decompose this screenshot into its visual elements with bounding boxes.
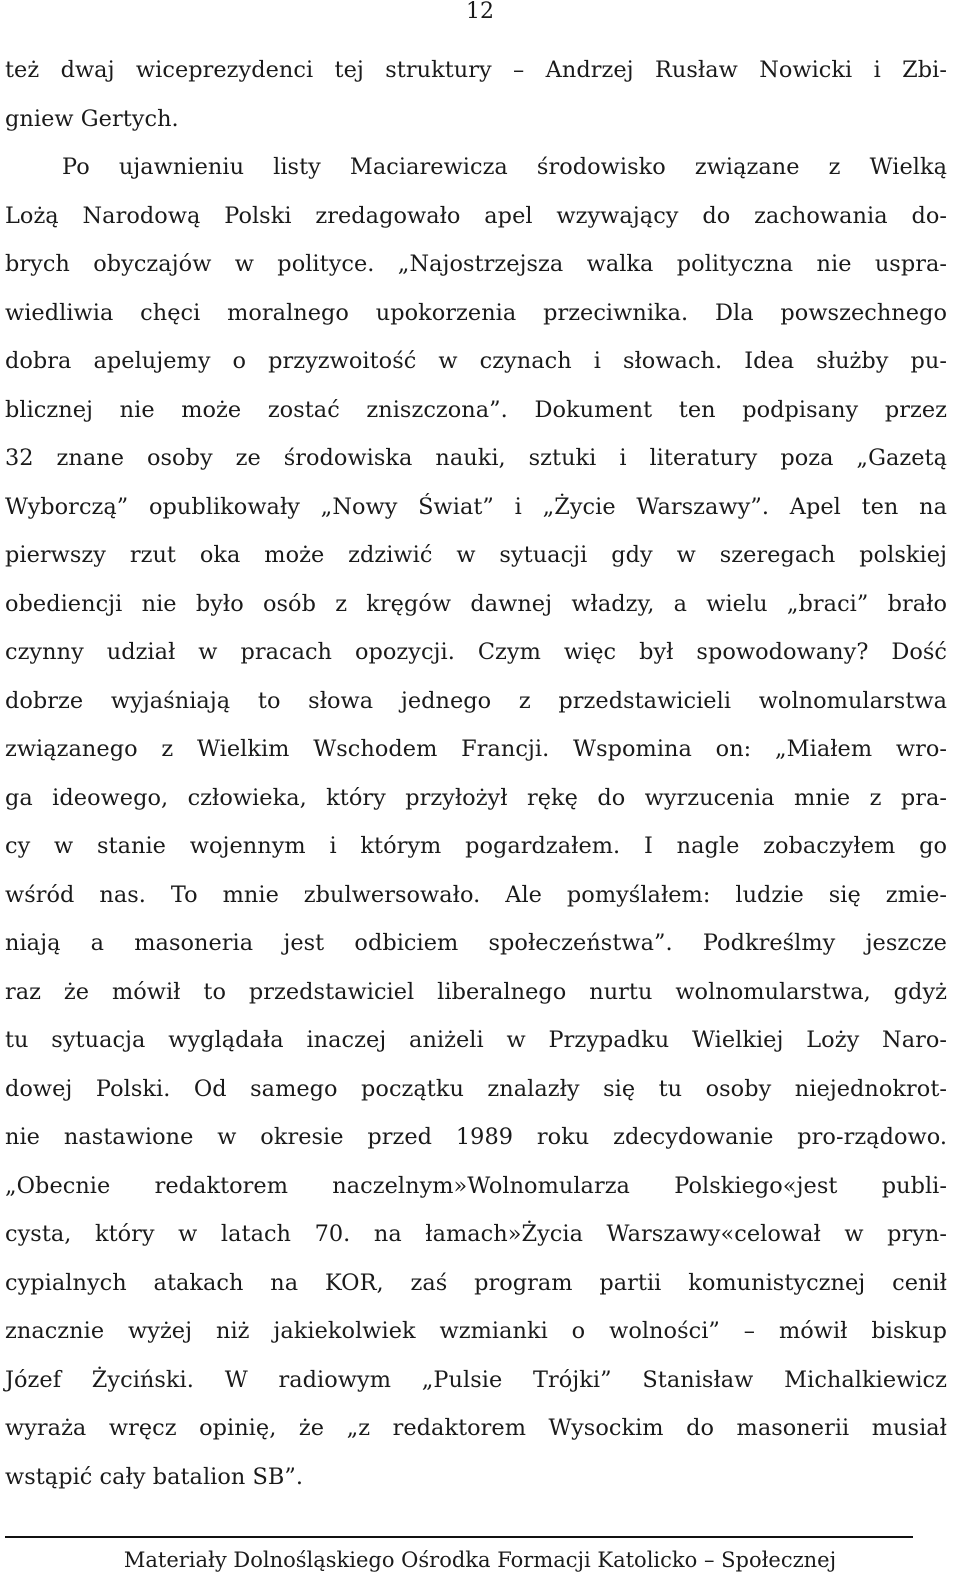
text-line: dobra apelujemy o przyzwoitość w czynach i słowach. Idea służby pu- [5,348,947,374]
text-line: obediencji nie było osób z kręgów dawnej władzy, a wielu „braci” brało [5,590,947,617]
text-line: brych obyczajów w polityce. „Najostrzejsza walka polityczna nie uspra- [5,251,947,277]
footer-text: Materiały Dolnośląskiego Ośrodka Formacji Katolicko – Społecznej [123,1548,837,1572]
text-line: wiedliwia chęci moralnego upokorzenia przeciwnika. Dla powszechnego [5,299,947,326]
text-line: Józef Życiński. W radiowym „Pulsie Trójki” Stanisław Michalkiewicz [5,1366,947,1393]
text-line: cysta, który w latach 70. na łamach»Życia Warszawy«celował w pryn- [5,1221,947,1247]
text-line: 32 znane osoby ze środowiska nauki, sztuki i literatury poza „Gazetą [5,445,947,471]
text-line: wśród nas. To mnie zbulwersowało. Ale pomyślałem: ludzie się zmie- [5,881,947,908]
text-line: „Obecnie redaktorem naczelnym»Wolnomularza Polskiego«jest publi- [5,1172,947,1199]
text-line: Wyborczą” opublikowały „Nowy Świat” i „Życie Warszawy”. Apel ten na [5,493,947,520]
text-line: gniew Gertych. [5,105,179,132]
text-line: cypialnych atakach na KOR, zaś program partii komunistycznej cenił [5,1269,947,1296]
text-line: dowej Polski. Od samego początku znalazły się tu osoby niejednokrot- [5,1075,947,1102]
text-line: Po ujawnieniu listy Maciarewicza środowisko związane z Wielką [62,154,947,180]
page-number: 12 [466,0,494,24]
text-line: tu sytuacja wyglądała inaczej aniżeli w Przypadku Wielkiej Loży Naro- [5,1027,947,1053]
text-line: wstąpić cały batalion SB”. [5,1463,304,1490]
text-line: blicznej nie może zostać zniszczona”. Dokument ten podpisany przez [5,396,947,423]
text-line: ga ideowego, człowieka, który przyłożył rękę do wyrzucenia mnie z pra- [5,784,947,811]
text-line: związanego z Wielkim Wschodem Francji. Wspomina on: „Miałem wro- [5,736,947,762]
text-line: niają a masoneria jest odbiciem społeczeństwa”. Podkreślmy jeszcze [5,930,947,956]
text-line: też dwaj wiceprezydenci tej struktury – Andrzej Rusław Nowicki i Zbi- [5,57,947,83]
text-line: czynny udział w pracach opozycji. Czym więc był spowodowany? Dość [5,639,947,665]
text-line: raz że mówił to przedstawiciel liberalnego nurtu wolnomularstwa, gdyż [5,978,947,1005]
text-line: nie nastawione w okresie przed 1989 roku zdecydowanie pro-rządowo. [5,1124,947,1150]
footer-divider [5,1536,913,1538]
text-line: cy w stanie wojennym i którym pogardzałem. I nagle zobaczyłem go [5,833,947,859]
body-text [5,46,947,1501]
text-line: wyraża wręcz opinię, że „z redaktorem Wysockim do masonerii musiał [5,1415,947,1441]
text-line: znacznie wyżej niż jakiekolwiek wzmianki o wolności” – mówił biskup [5,1318,947,1344]
text-line: dobrze wyjaśniają to słowa jednego z przedstawicieli wolnomularstwa [5,687,947,714]
text-line: Lożą Narodową Polski zredagowało apel wzywający do zachowania do- [5,202,947,229]
text-line: pierwszy rzut oka może zdziwić w sytuacji gdy w szeregach polskiej [5,542,947,568]
